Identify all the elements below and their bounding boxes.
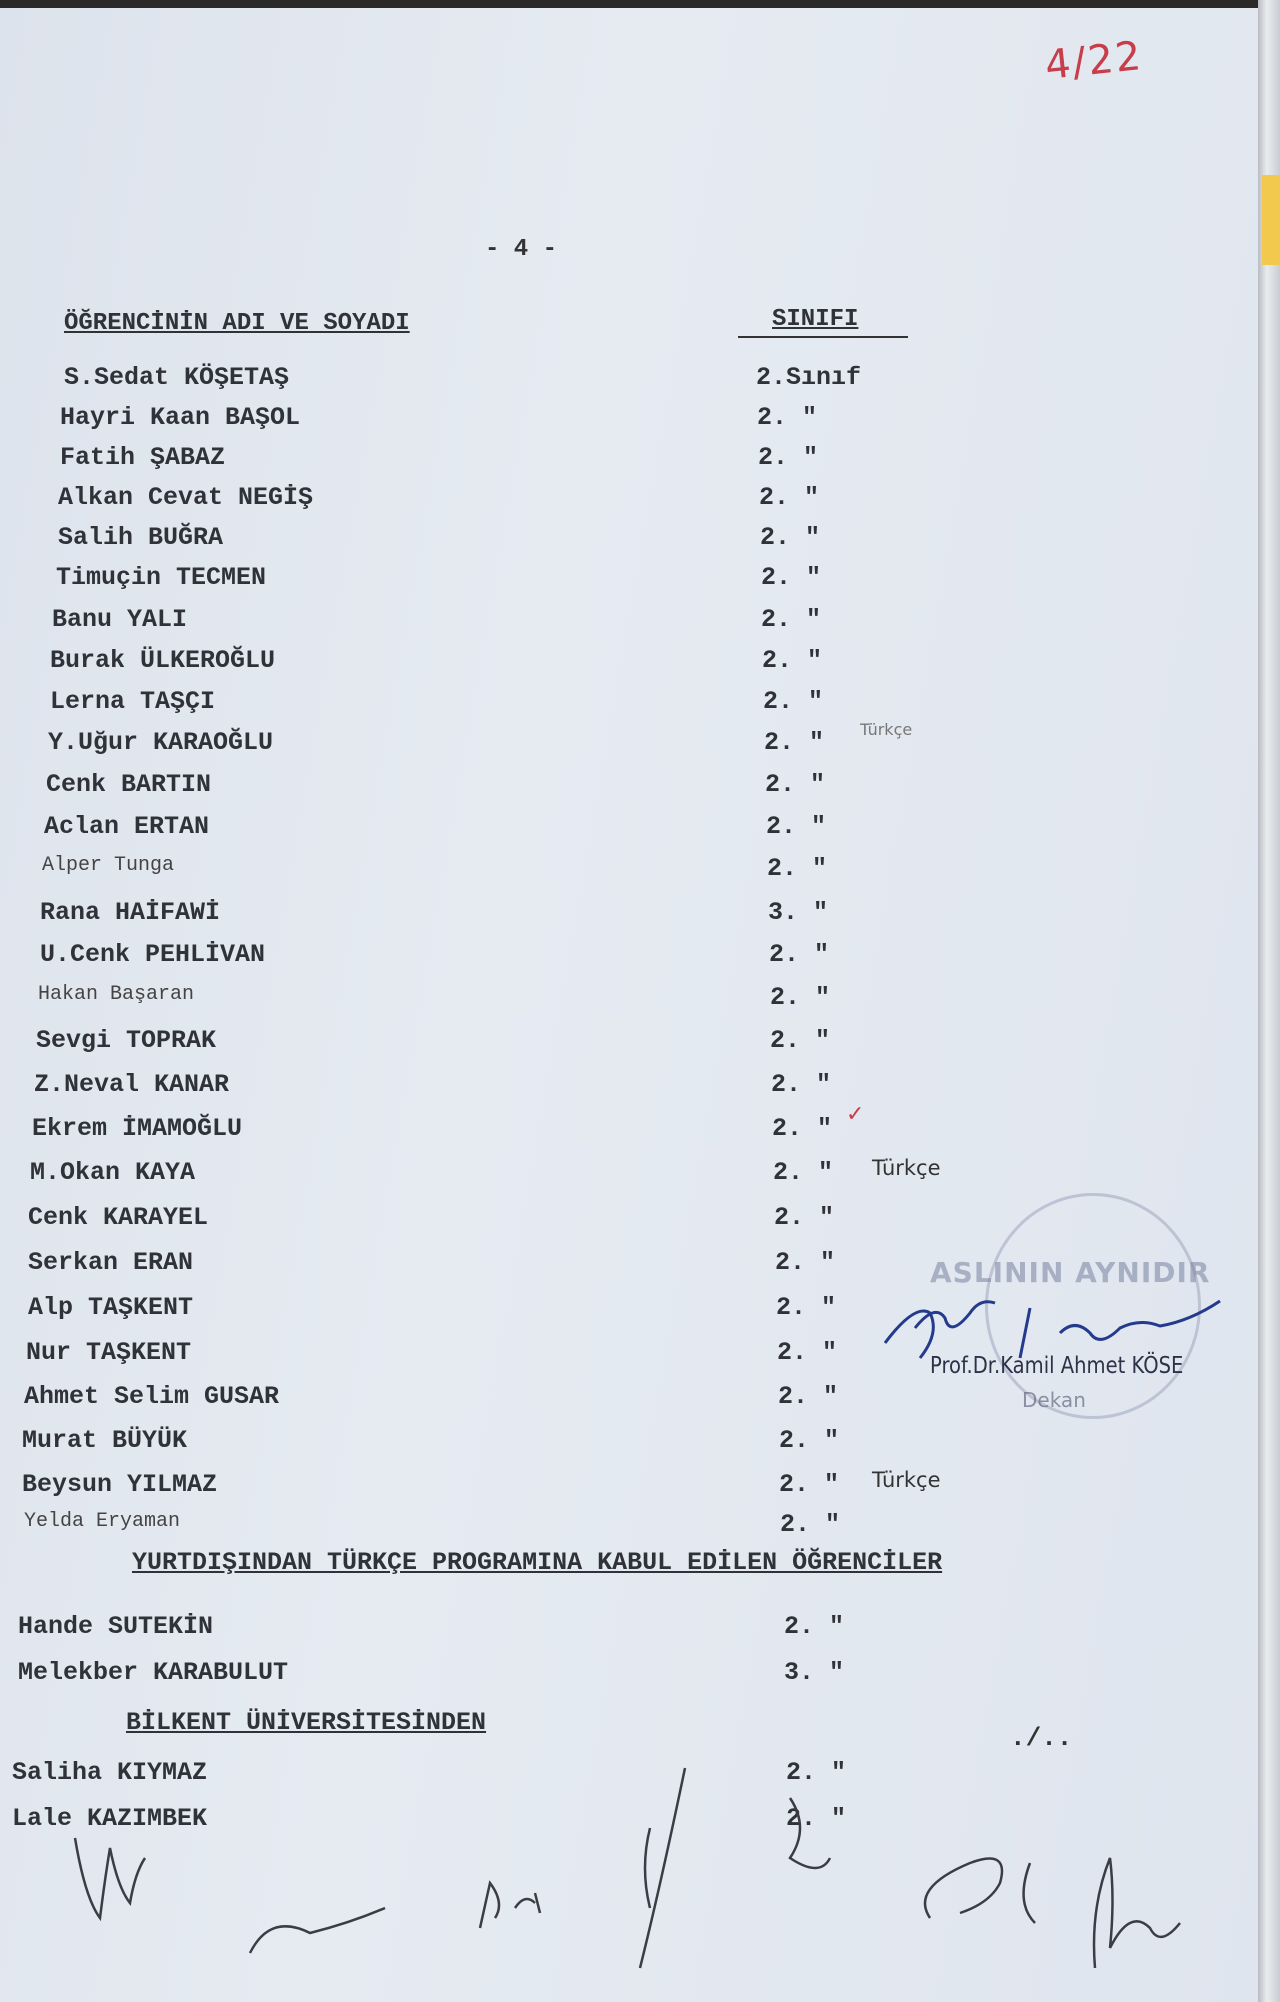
student-class: 2. " <box>774 1203 835 1232</box>
student-name: Alper Tunga <box>42 854 175 877</box>
student-class: 2. " <box>759 483 820 512</box>
student-name: Melekber KARABULUT <box>18 1658 289 1687</box>
student-name: Saliha KIYMAZ <box>12 1758 208 1787</box>
student-name: Sevgi TOPRAK <box>36 1026 217 1055</box>
sticky-tab <box>1262 175 1280 265</box>
student-name: M.Okan KAYA <box>30 1158 196 1187</box>
student-name: Beysun YILMAZ <box>22 1470 218 1499</box>
dean-signature <box>885 1301 1220 1358</box>
student-class: 2. " <box>770 983 831 1012</box>
student-name: Lerna TAŞÇI <box>50 687 216 716</box>
student-name: Lale KAZIMBEK <box>12 1804 208 1833</box>
annotation-note: Türkçe <box>860 720 913 739</box>
signature-2 <box>250 1908 385 1953</box>
student-class: 2. " <box>784 1612 845 1641</box>
student-class: 2. " <box>779 1426 840 1455</box>
column-header-class: SINIFI <box>772 306 859 333</box>
student-name: Yelda Eryaman <box>24 1510 181 1533</box>
student-name: Hayri Kaan BAŞOL <box>60 403 301 432</box>
signature-1 <box>75 1838 145 1918</box>
student-class: 2. " <box>770 1026 831 1055</box>
page-number: - 4 - <box>485 236 558 263</box>
section-title-abroad: YURTDIŞINDAN TÜRKÇE PROGRAMINA KABUL EDİLEN ÖĞRENCİLER <box>132 1548 943 1577</box>
student-name: Serkan ERAN <box>28 1248 194 1277</box>
student-name: Hande SUTEKİN <box>18 1612 214 1641</box>
continuation-mark: ./.. <box>1010 1723 1073 1753</box>
signer-name: Prof.Dr.Kamil Ahmet KÖSE <box>930 1353 1184 1379</box>
student-class: 2. " <box>760 523 821 552</box>
student-name: Murat BÜYÜK <box>22 1426 188 1455</box>
student-class: 2. " <box>776 1293 837 1322</box>
signature-6 <box>925 1859 1035 1924</box>
student-class: 2. " <box>771 1070 832 1099</box>
student-name: Alkan Cevat NEGİŞ <box>58 483 314 512</box>
student-class: 2. " <box>762 646 823 675</box>
student-name: Salih BUĞRA <box>58 523 224 552</box>
student-class: 2. " <box>780 1510 841 1539</box>
student-name: Alp TAŞKENT <box>28 1293 194 1322</box>
student-name: Rana HAİFAWİ <box>40 898 221 927</box>
student-class: 2. " <box>779 1470 840 1499</box>
student-name: S.Sedat KÖŞETAŞ <box>64 363 290 392</box>
student-class: 2. " <box>757 403 818 432</box>
student-class: 2. " <box>761 605 822 634</box>
student-class: 2. " <box>778 1382 839 1411</box>
student-class: 2. " <box>765 770 826 799</box>
section-title-bilkent: BİLKENT ÜNİVERSİTESİNDEN <box>126 1708 487 1737</box>
student-class: 2.Sınıf <box>756 363 862 392</box>
student-name: Ahmet Selim GUSAR <box>24 1382 280 1411</box>
check-mark-icon: ✓ <box>846 1102 865 1127</box>
student-name: Cenk BARTIN <box>46 770 212 799</box>
signer-title: Dekan <box>1022 1388 1086 1412</box>
student-class: 3. " <box>768 898 829 927</box>
signature-3 <box>480 1883 540 1928</box>
student-class: 2. " <box>786 1804 847 1833</box>
student-name: Z.Neval KANAR <box>34 1070 230 1099</box>
student-class: 2. " <box>775 1248 836 1277</box>
student-class: 2. " <box>777 1338 838 1367</box>
student-class: 2. " <box>766 812 827 841</box>
annotation-note: Türkçe <box>872 1156 941 1180</box>
student-name: Aclan ERTAN <box>44 812 210 841</box>
student-name: Fatih ŞABAZ <box>60 443 226 472</box>
student-name: Nur TAŞKENT <box>26 1338 192 1367</box>
student-class: 2. " <box>763 687 824 716</box>
student-class: 2. " <box>786 1758 847 1787</box>
student-name: U.Cenk PEHLİVAN <box>40 940 266 969</box>
student-class: 2. " <box>773 1158 834 1187</box>
student-name: Cenk KARAYEL <box>28 1203 209 1232</box>
student-name: Timuçin TECMEN <box>56 563 267 592</box>
student-class: 2. " <box>772 1114 833 1143</box>
student-class: 2. " <box>767 854 828 883</box>
student-class: 3. " <box>784 1658 845 1687</box>
page-annotation: 4/22 <box>1042 33 1145 89</box>
student-name: Hakan Başaran <box>38 983 195 1006</box>
page-edge <box>1258 0 1280 2002</box>
annotation-note: Türkçe <box>872 1468 941 1492</box>
student-class: 2. " <box>761 563 822 592</box>
signature-7 <box>1094 1858 1180 1968</box>
document-page <box>0 8 1258 2002</box>
student-name: Banu YALI <box>52 605 188 634</box>
stamp-text: ASLININ AYNIDIR <box>930 1256 1211 1289</box>
signature-5 <box>790 1798 830 1868</box>
student-class: 2. " <box>758 443 819 472</box>
student-class: 2. " <box>764 728 825 757</box>
signature-4 <box>640 1768 685 1968</box>
student-name: Y.Uğur KARAOĞLU <box>48 728 274 757</box>
student-name: Burak ÜLKEROĞLU <box>50 646 276 675</box>
column-header-name: ÖĞRENCİNİN ADI VE SOYADI <box>64 310 410 337</box>
student-name: Ekrem İMAMOĞLU <box>32 1114 243 1143</box>
student-class: 2. " <box>769 940 830 969</box>
handwritten-signatures <box>0 8 1258 2002</box>
